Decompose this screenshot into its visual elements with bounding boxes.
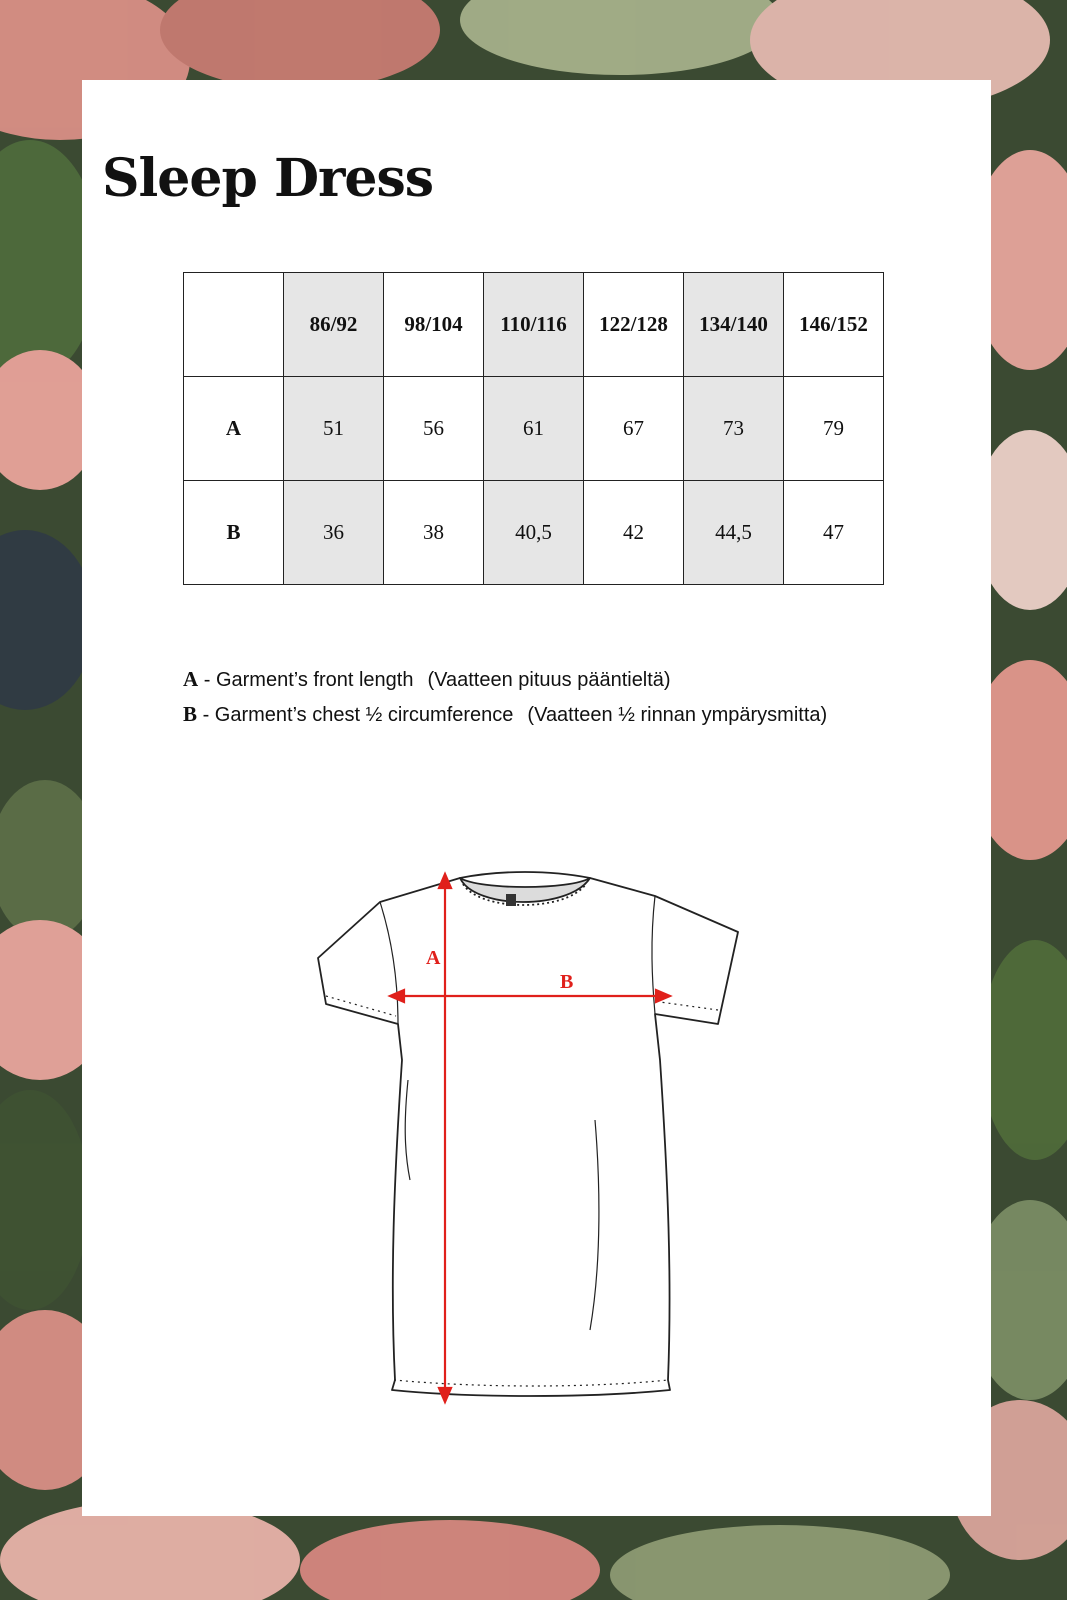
table-cell: 42 (584, 481, 684, 585)
table-cell: 67 (584, 377, 684, 481)
legend-key: A (183, 667, 199, 691)
row-label: A (184, 377, 284, 481)
table-corner-cell (184, 273, 284, 377)
table-cell: 36 (284, 481, 384, 585)
size-header: 98/104 (384, 273, 484, 377)
legend-text: - Garment’s chest ½ circumference (197, 704, 514, 726)
table-row (184, 481, 884, 585)
measure-label-b: B (560, 971, 574, 993)
garment-diagram (300, 860, 840, 1480)
size-header: 146/152 (784, 273, 884, 377)
row-label: B (184, 481, 284, 585)
table-cell: 56 (384, 377, 484, 481)
size-header: 134/140 (684, 273, 784, 377)
table-row (184, 377, 884, 481)
table-cell: 38 (384, 481, 484, 585)
table-cell: 61 (484, 377, 584, 481)
table-cell: 47 (784, 481, 884, 585)
size-table (183, 272, 884, 585)
legend-translation: (Vaatteen ½ rinnan ympärysmitta) (527, 704, 828, 726)
measurement-legend (183, 662, 827, 732)
table-cell: 73 (684, 377, 784, 481)
table-header-row (184, 273, 884, 377)
legend-translation: (Vaatteen pituus pääntieltä) (427, 669, 671, 691)
legend-text: - Garment’s front length (198, 669, 414, 691)
table-cell: 79 (784, 377, 884, 481)
table-cell: 51 (284, 377, 384, 481)
dress-outline (318, 872, 738, 1396)
label-tag (506, 894, 516, 906)
legend-item-a (183, 662, 827, 697)
measure-label-a: A (426, 947, 441, 969)
size-header: 122/128 (584, 273, 684, 377)
legend-item-b (183, 697, 827, 732)
legend-key: B (183, 702, 198, 726)
size-header: 86/92 (284, 273, 384, 377)
size-header: 110/116 (484, 273, 584, 377)
table-cell: 40,5 (484, 481, 584, 585)
page-title: Sleep Dress (102, 148, 434, 209)
table-cell: 44,5 (684, 481, 784, 585)
